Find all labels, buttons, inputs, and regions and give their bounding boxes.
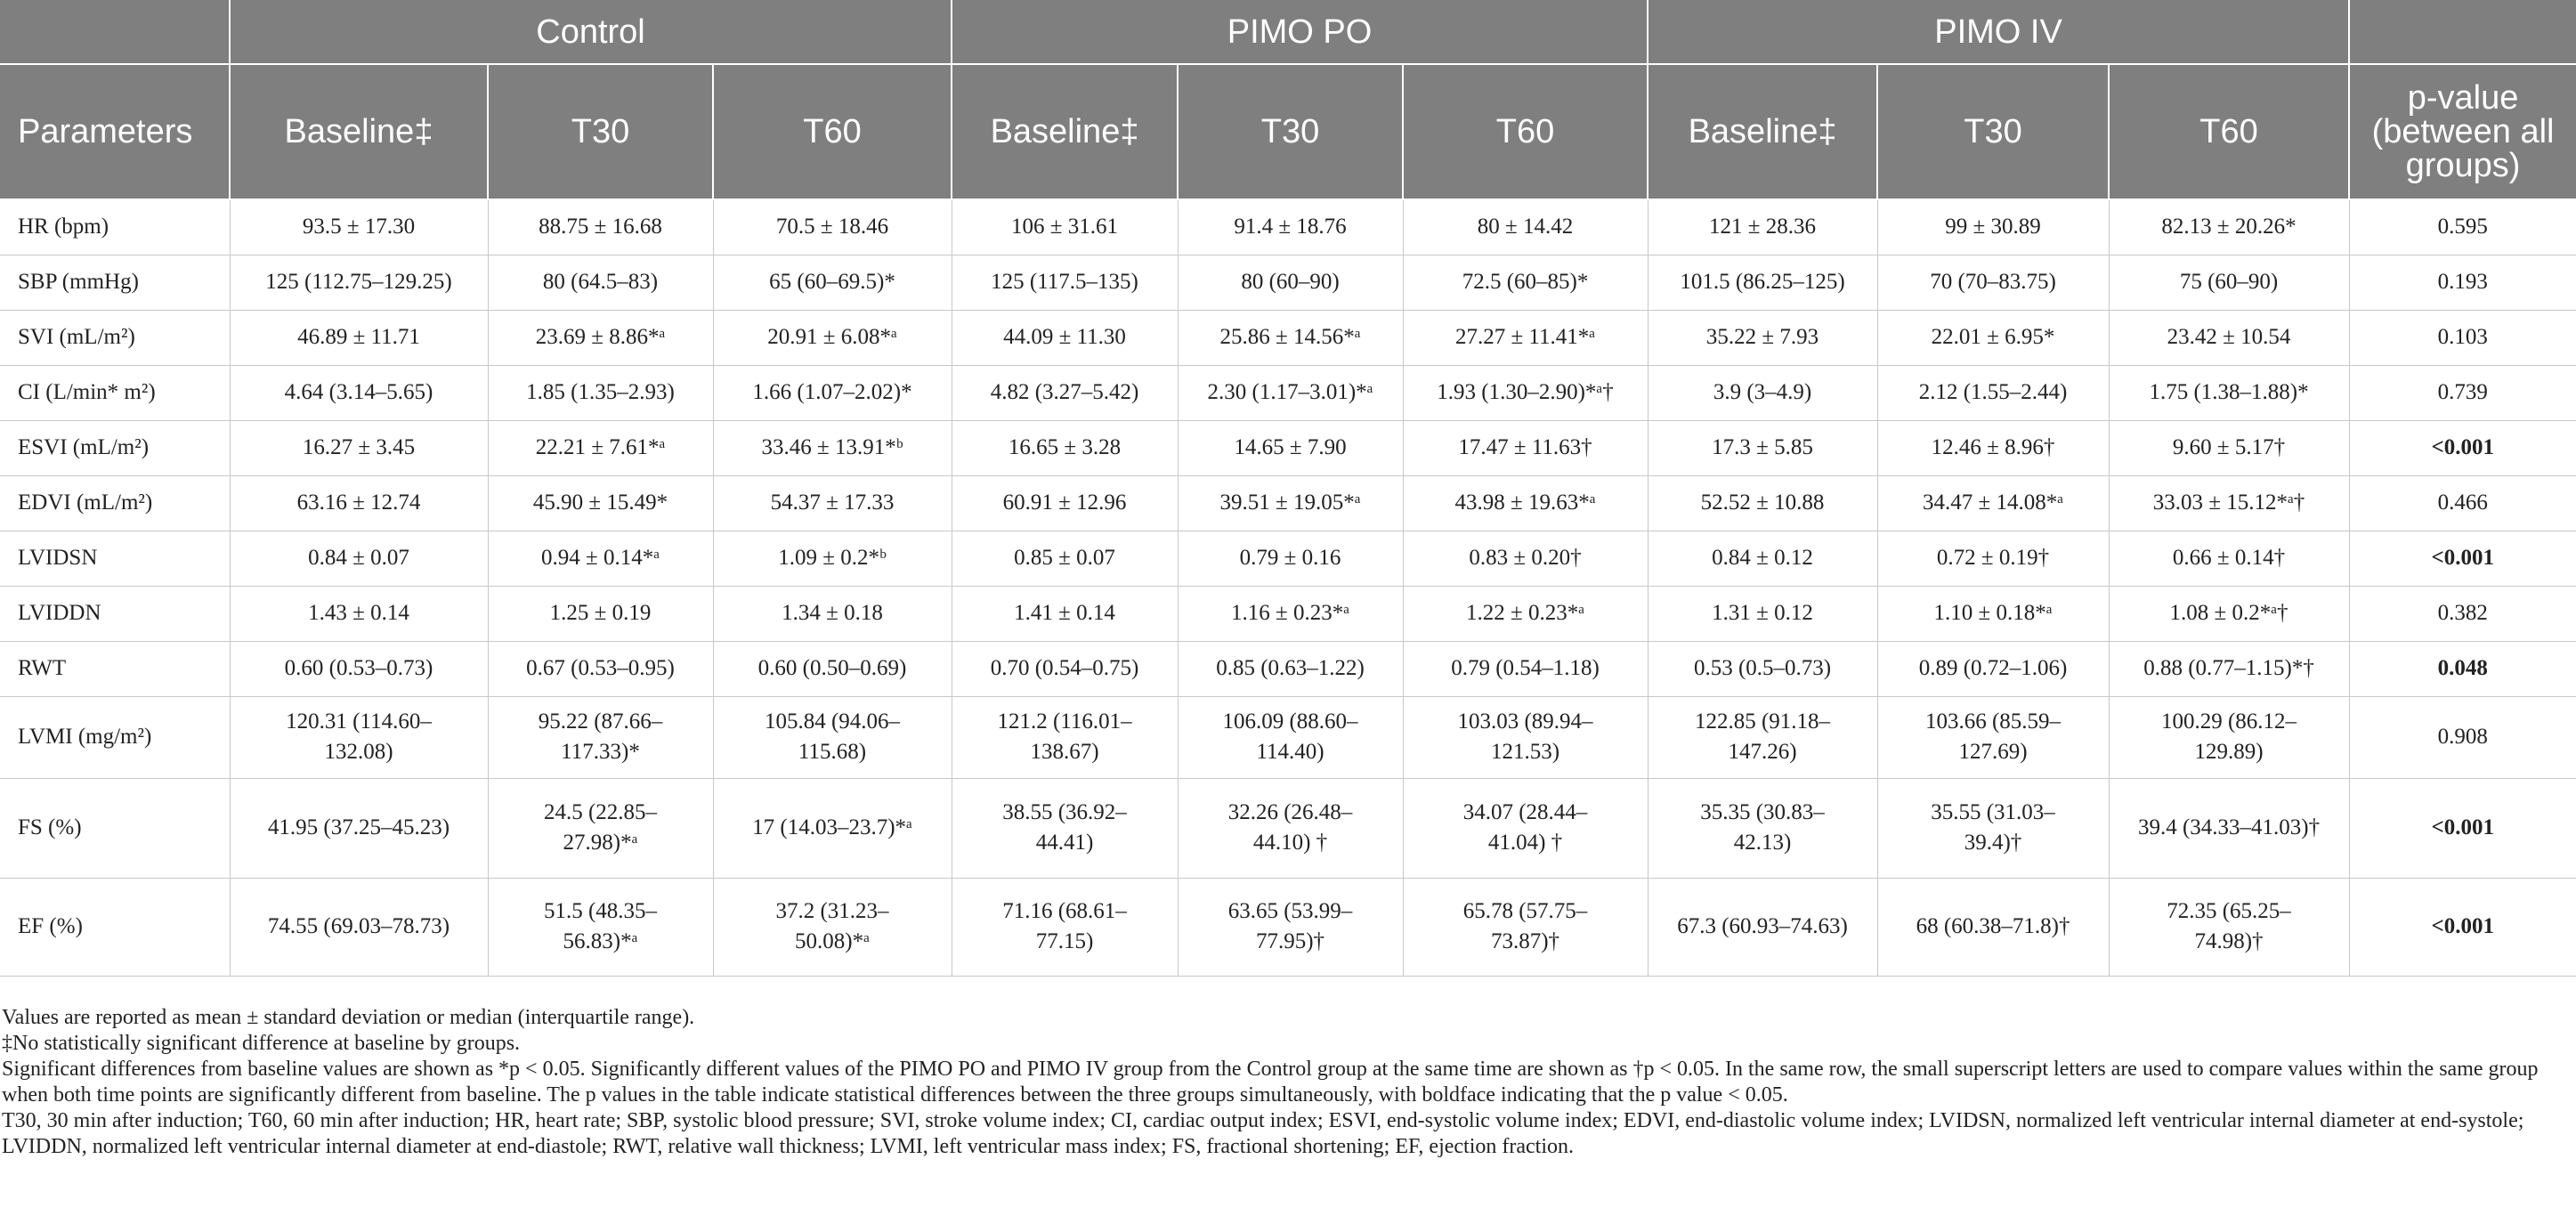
value-cell: 0.60 (0.53–0.73) xyxy=(230,641,488,696)
value-cell: 80 (64.5–83) xyxy=(488,255,713,310)
subheader-cell: T60 xyxy=(1403,64,1648,199)
value-cell: 35.55 (31.03– 39.4)† xyxy=(1877,778,2109,878)
value-cell: 17.3 ± 5.85 xyxy=(1648,420,1877,475)
parameter-name-cell: SBP (mmHg) xyxy=(0,255,230,310)
parameter-name-cell: LVIDSN xyxy=(0,531,230,586)
value-cell: 37.2 (31.23– 50.08)*ᵃ xyxy=(713,878,952,976)
value-cell: 0.70 (0.54–0.75) xyxy=(952,641,1178,696)
value-cell: 1.09 ± 0.2*ᵇ xyxy=(713,531,952,586)
value-cell: 16.65 ± 3.28 xyxy=(952,420,1178,475)
value-cell: 1.08 ± 0.2*ᵃ† xyxy=(2109,586,2349,641)
value-cell: 39.4 (34.33–41.03)† xyxy=(2109,778,2349,878)
parameter-name-cell: HR (bpm) xyxy=(0,199,230,255)
subheader-cell: Baseline‡ xyxy=(230,64,488,199)
value-cell: 46.89 ± 11.71 xyxy=(230,310,488,365)
value-cell: 72.35 (65.25– 74.98)† xyxy=(2109,878,2349,976)
pvalue-cell: 0.595 xyxy=(2349,199,2576,255)
value-cell: 67.3 (60.93–74.63) xyxy=(1648,878,1877,976)
subheader-cell: T60 xyxy=(2109,64,2349,199)
value-cell: 0.85 ± 0.07 xyxy=(952,531,1178,586)
table-row xyxy=(0,199,2576,255)
parameter-name-cell: ESVI (mL/m²) xyxy=(0,420,230,475)
value-cell: 101.5 (86.25–125) xyxy=(1648,255,1877,310)
value-cell: 9.60 ± 5.17† xyxy=(2109,420,2349,475)
value-cell: 38.55 (36.92– 44.41) xyxy=(952,778,1178,878)
value-cell: 24.5 (22.85– 27.98)*ᵃ xyxy=(488,778,713,878)
parameter-name-cell: EF (%) xyxy=(0,878,230,976)
value-cell: 33.46 ± 13.91*ᵇ xyxy=(713,420,952,475)
value-cell: 17 (14.03–23.7)*ᵃ xyxy=(713,778,952,878)
value-cell: 60.91 ± 12.96 xyxy=(952,475,1178,531)
value-cell: 17.47 ± 11.63† xyxy=(1403,420,1648,475)
pvalue-cell: 0.103 xyxy=(2349,310,2576,365)
pvalue-cell: 0.048 xyxy=(2349,641,2576,696)
value-cell: 106.09 (88.60– 114.40) xyxy=(1178,696,1403,778)
footnote-line: Significant differences from baseline values are shown as *p < 0.05. Significantly different values of the PIMO PO and PIMO IV group from the Control group at the same time are shown as †p < 0.05. In the same row, the small superscript letters are used to compare values within the same group when both time points are significantly different from baseline. The p values in the table indicate statistical differences between the three groups simultaneously, with boldface indicating that the p value < 0.05. xyxy=(2,1058,2539,1107)
table-footnotes xyxy=(2,1005,2565,1160)
value-cell: 70 (70–83.75) xyxy=(1877,255,2109,310)
value-cell: 0.83 ± 0.20† xyxy=(1403,531,1648,586)
value-cell: 71.16 (68.61– 77.15) xyxy=(952,878,1178,976)
parameter-name-cell: LVMI (mg/m²) xyxy=(0,696,230,778)
table-row xyxy=(0,310,2576,365)
pvalue-cell: 0.739 xyxy=(2349,365,2576,420)
value-cell: 80 (60–90) xyxy=(1178,255,1403,310)
value-cell: 25.86 ± 14.56*ᵃ xyxy=(1178,310,1403,365)
value-cell: 95.22 (87.66– 117.33)* xyxy=(488,696,713,778)
parameter-name-cell: EDVI (mL/m²) xyxy=(0,475,230,531)
value-cell: 0.66 ± 0.14† xyxy=(2109,531,2349,586)
value-cell: 63.65 (53.99– 77.95)† xyxy=(1178,878,1403,976)
value-cell: 0.94 ± 0.14*ᵃ xyxy=(488,531,713,586)
footnote-line: Values are reported as mean ± standard deviation or median (interquartile range). xyxy=(2,1006,695,1029)
value-cell: 65 (60–69.5)* xyxy=(713,255,952,310)
value-cell: 1.41 ± 0.14 xyxy=(952,586,1178,641)
value-cell: 68 (60.38–71.8)† xyxy=(1877,878,2109,976)
value-cell: 54.37 ± 17.33 xyxy=(713,475,952,531)
value-cell: 122.85 (91.18– 147.26) xyxy=(1648,696,1877,778)
value-cell: 12.46 ± 8.96† xyxy=(1877,420,2109,475)
value-cell: 1.85 (1.35–2.93) xyxy=(488,365,713,420)
value-cell: 44.09 ± 11.30 xyxy=(952,310,1178,365)
value-cell: 1.75 (1.38–1.88)* xyxy=(2109,365,2349,420)
pvalue-cell: <0.001 xyxy=(2349,531,2576,586)
value-cell: 74.55 (69.03–78.73) xyxy=(230,878,488,976)
value-cell: 88.75 ± 16.68 xyxy=(488,199,713,255)
value-cell: 33.03 ± 15.12*ᵃ† xyxy=(2109,475,2349,531)
value-cell: 91.4 ± 18.76 xyxy=(1178,199,1403,255)
value-cell: 82.13 ± 20.26* xyxy=(2109,199,2349,255)
table-row xyxy=(0,586,2576,641)
value-cell: 35.22 ± 7.93 xyxy=(1648,310,1877,365)
value-cell: 93.5 ± 17.30 xyxy=(230,199,488,255)
value-cell: 120.31 (114.60– 132.08) xyxy=(230,696,488,778)
table-row xyxy=(0,531,2576,586)
subheader-cell: Baseline‡ xyxy=(1648,64,1877,199)
table-row xyxy=(0,696,2576,778)
value-cell: 34.47 ± 14.08*ᵃ xyxy=(1877,475,2109,531)
value-cell: 121 ± 28.36 xyxy=(1648,199,1877,255)
group-header-pimo-po: PIMO PO xyxy=(952,0,1648,64)
footnote-line: ‡No statistically significant difference at baseline by groups. xyxy=(2,1032,521,1055)
empty-pvalue-top-cell xyxy=(2349,0,2576,64)
pvalue-header: p-value (between all groups) xyxy=(2349,64,2576,199)
value-cell: 0.72 ± 0.19† xyxy=(1877,531,2109,586)
value-cell: 105.84 (94.06– 115.68) xyxy=(713,696,952,778)
value-cell: 63.16 ± 12.74 xyxy=(230,475,488,531)
subheader-cell: T30 xyxy=(1178,64,1403,199)
value-cell: 103.03 (89.94– 121.53) xyxy=(1403,696,1648,778)
value-cell: 34.07 (28.44– 41.04) † xyxy=(1403,778,1648,878)
value-cell: 22.01 ± 6.95* xyxy=(1877,310,2109,365)
value-cell: 4.82 (3.27–5.42) xyxy=(952,365,1178,420)
value-cell: 125 (112.75–129.25) xyxy=(230,255,488,310)
value-cell: 0.60 (0.50–0.69) xyxy=(713,641,952,696)
value-cell: 1.25 ± 0.19 xyxy=(488,586,713,641)
table-row xyxy=(0,255,2576,310)
table-row xyxy=(0,641,2576,696)
value-cell: 1.43 ± 0.14 xyxy=(230,586,488,641)
value-cell: 125 (117.5–135) xyxy=(952,255,1178,310)
value-cell: 45.90 ± 15.49* xyxy=(488,475,713,531)
value-cell: 1.22 ± 0.23*ᵃ xyxy=(1403,586,1648,641)
value-cell: 2.12 (1.55–2.44) xyxy=(1877,365,2109,420)
parameter-name-cell: CI (L/min* m²) xyxy=(0,365,230,420)
value-cell: 2.30 (1.17–3.01)*ᵃ xyxy=(1178,365,1403,420)
value-cell: 0.67 (0.53–0.95) xyxy=(488,641,713,696)
value-cell: 14.65 ± 7.90 xyxy=(1178,420,1403,475)
pvalue-cell: <0.001 xyxy=(2349,420,2576,475)
value-cell: 99 ± 30.89 xyxy=(1877,199,2109,255)
value-cell: 72.5 (60–85)* xyxy=(1403,255,1648,310)
table-row xyxy=(0,778,2576,878)
value-cell: 70.5 ± 18.46 xyxy=(713,199,952,255)
value-cell: 0.85 (0.63–1.22) xyxy=(1178,641,1403,696)
subheader-cell: T30 xyxy=(488,64,713,199)
value-cell: 1.10 ± 0.18*ᵃ xyxy=(1877,586,2109,641)
pvalue-cell: 0.382 xyxy=(2349,586,2576,641)
group-header-pimo-iv: PIMO IV xyxy=(1648,0,2349,64)
pvalue-cell: <0.001 xyxy=(2349,878,2576,976)
value-cell: 0.84 ± 0.07 xyxy=(230,531,488,586)
subheader-cell: T60 xyxy=(713,64,952,199)
value-cell: 103.66 (85.59– 127.69) xyxy=(1877,696,2109,778)
value-cell: 23.69 ± 8.86*ᵃ xyxy=(488,310,713,365)
table-row xyxy=(0,365,2576,420)
subheader-cell: Baseline‡ xyxy=(952,64,1178,199)
value-cell: 0.79 (0.54–1.18) xyxy=(1403,641,1648,696)
value-cell: 43.98 ± 19.63*ᵃ xyxy=(1403,475,1648,531)
subheader-row xyxy=(0,64,2576,199)
value-cell: 0.89 (0.72–1.06) xyxy=(1877,641,2109,696)
table-body xyxy=(0,199,2576,976)
value-cell: 39.51 ± 19.05*ᵃ xyxy=(1178,475,1403,531)
value-cell: 65.78 (57.75– 73.87)† xyxy=(1403,878,1648,976)
pvalue-cell: 0.908 xyxy=(2349,696,2576,778)
value-cell: 41.95 (37.25–45.23) xyxy=(230,778,488,878)
value-cell: 20.91 ± 6.08*ᵃ xyxy=(713,310,952,365)
subheader-cell: T30 xyxy=(1877,64,2109,199)
footnote-line: T30, 30 min after induction; T60, 60 min after induction; HR, heart rate; SBP, systolic blood pressure; SVI, stroke volume index; CI, cardiac output index; ESVI, end-systolic volume index; EDVI, end-diastolic volume index; LVIDSN, normalized left ventricular internal diameter at end-systole; LVIDDN, normalized left ventricular internal diameter at end-diastole; RWT, relative wall thickness; LVMI, left ventricular mass index; FS, fractional shortening; EF, ejection fraction. xyxy=(2,1109,2524,1158)
value-cell: 0.79 ± 0.16 xyxy=(1178,531,1403,586)
parameter-name-cell: FS (%) xyxy=(0,778,230,878)
value-cell: 106 ± 31.61 xyxy=(952,199,1178,255)
parameter-name-cell: LVIDDN xyxy=(0,586,230,641)
table-row xyxy=(0,878,2576,976)
value-cell: 1.34 ± 0.18 xyxy=(713,586,952,641)
value-cell: 1.66 (1.07–2.02)* xyxy=(713,365,952,420)
value-cell: 0.53 (0.5–0.73) xyxy=(1648,641,1877,696)
value-cell: 22.21 ± 7.61*ᵃ xyxy=(488,420,713,475)
value-cell: 1.31 ± 0.12 xyxy=(1648,586,1877,641)
parameters-header: Parameters xyxy=(0,64,230,199)
value-cell: 4.64 (3.14–5.65) xyxy=(230,365,488,420)
value-cell: 100.29 (86.12– 129.89) xyxy=(2109,696,2349,778)
value-cell: 3.9 (3–4.9) xyxy=(1648,365,1877,420)
pvalue-cell: 0.193 xyxy=(2349,255,2576,310)
value-cell: 35.35 (30.83– 42.13) xyxy=(1648,778,1877,878)
parameter-name-cell: RWT xyxy=(0,641,230,696)
parameter-name-cell: SVI (mL/m²) xyxy=(0,310,230,365)
value-cell: 121.2 (116.01– 138.67) xyxy=(952,696,1178,778)
value-cell: 80 ± 14.42 xyxy=(1403,199,1648,255)
value-cell: 75 (60–90) xyxy=(2109,255,2349,310)
group-header-control: Control xyxy=(230,0,952,64)
value-cell: 52.52 ± 10.88 xyxy=(1648,475,1877,531)
value-cell: 27.27 ± 11.41*ᵃ xyxy=(1403,310,1648,365)
pvalue-cell: 0.466 xyxy=(2349,475,2576,531)
empty-corner-cell xyxy=(0,0,230,64)
group-header-row xyxy=(0,0,2576,64)
table-row xyxy=(0,475,2576,531)
value-cell: 16.27 ± 3.45 xyxy=(230,420,488,475)
value-cell: 51.5 (48.35– 56.83)*ᵃ xyxy=(488,878,713,976)
value-cell: 1.93 (1.30–2.90)*ᵃ† xyxy=(1403,365,1648,420)
value-cell: 0.88 (0.77–1.15)*† xyxy=(2109,641,2349,696)
table-row xyxy=(0,420,2576,475)
value-cell: 32.26 (26.48– 44.10) † xyxy=(1178,778,1403,878)
value-cell: 1.16 ± 0.23*ᵃ xyxy=(1178,586,1403,641)
pvalue-cell: <0.001 xyxy=(2349,778,2576,878)
value-cell: 0.84 ± 0.12 xyxy=(1648,531,1877,586)
value-cell: 23.42 ± 10.54 xyxy=(2109,310,2349,365)
